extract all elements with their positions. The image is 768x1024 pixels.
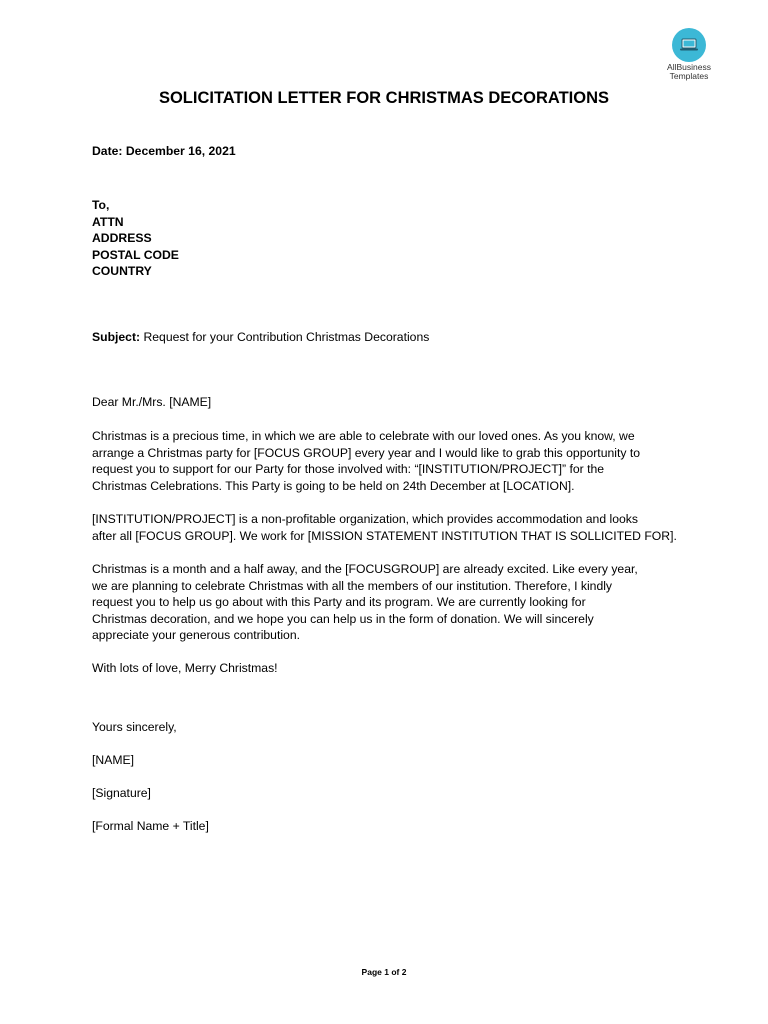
address-line: COUNTRY: [92, 264, 152, 279]
paragraph-line: we are planning to celebrate Christmas with all the members of our institution. Therefore, I kindly: [92, 578, 613, 593]
closing-line: With lots of love, Merry Christmas!: [92, 661, 278, 675]
address-line: ATTN: [92, 214, 124, 229]
logo-text: [654, 63, 724, 81]
formal-name-title: [Formal Name + Title]: [92, 819, 209, 833]
paragraph-line: Christmas Celebrations. This Party is going to be held on 24th December at [LOCATION].: [92, 478, 575, 493]
paragraph-line: Christmas is a precious time, in which we are able to celebrate with our loved ones. As you know, we: [92, 429, 635, 443]
recipient-address: [92, 197, 692, 280]
signature: [Signature]: [92, 786, 151, 800]
laptop-icon: [672, 28, 706, 62]
document-title: SOLICITATION LETTER FOR CHRISTMAS DECORATIONS: [158, 89, 610, 107]
address-line: To,: [92, 198, 110, 212]
paragraph-line: arrange a Christmas party for [FOCUS GROUP] every year and I would like to grab this opportunity to: [92, 445, 640, 460]
subject-text: Request for your Contribution Christmas Decorations: [143, 330, 430, 344]
paragraph-line: [INSTITUTION/PROJECT] is a non-profitable organization, which provides accommodation and looks: [92, 512, 638, 526]
allbusiness-logo: [654, 28, 724, 81]
paragraph-1: [92, 428, 692, 494]
paragraph-line: Christmas is a month and a half away, and the [FOCUSGROUP] are already excited. Like every year,: [92, 562, 638, 576]
paragraph-line: Christmas decoration, and we hope you can help us in the form of donation. We will sincerely: [92, 611, 594, 626]
address-line: POSTAL CODE: [92, 247, 179, 262]
subject-label: Subject:: [92, 330, 141, 344]
paragraph-line: request you to help us go about with this Party and its program. We are currently looking for: [92, 595, 586, 610]
signoff: Yours sincerely,: [92, 720, 177, 734]
salutation: Dear Mr./Mrs. [NAME]: [92, 395, 212, 409]
paragraph-3: [92, 561, 692, 644]
logo-line-2: Templates: [669, 71, 709, 81]
logo-line-1: AllBusiness: [667, 62, 711, 72]
letter-date: Date: December 16, 2021: [92, 144, 236, 158]
paragraph-2: [92, 511, 692, 544]
letter-subject: [92, 329, 692, 346]
address-line: ADDRESS: [92, 231, 152, 246]
sender-name: [NAME]: [92, 753, 134, 767]
paragraph-line: request you to support for our Party for those involved with: “[INSTITUTION/PROJECT]” for the: [92, 462, 605, 477]
paragraph-line: after all [FOCUS GROUP]. We work for [MISSION STATEMENT INSTITUTION THAT IS SOLLICITED FOR].: [92, 528, 677, 543]
page-number: Page 1 of 2: [361, 967, 407, 977]
paragraph-line: appreciate your generous contribution.: [92, 628, 300, 643]
